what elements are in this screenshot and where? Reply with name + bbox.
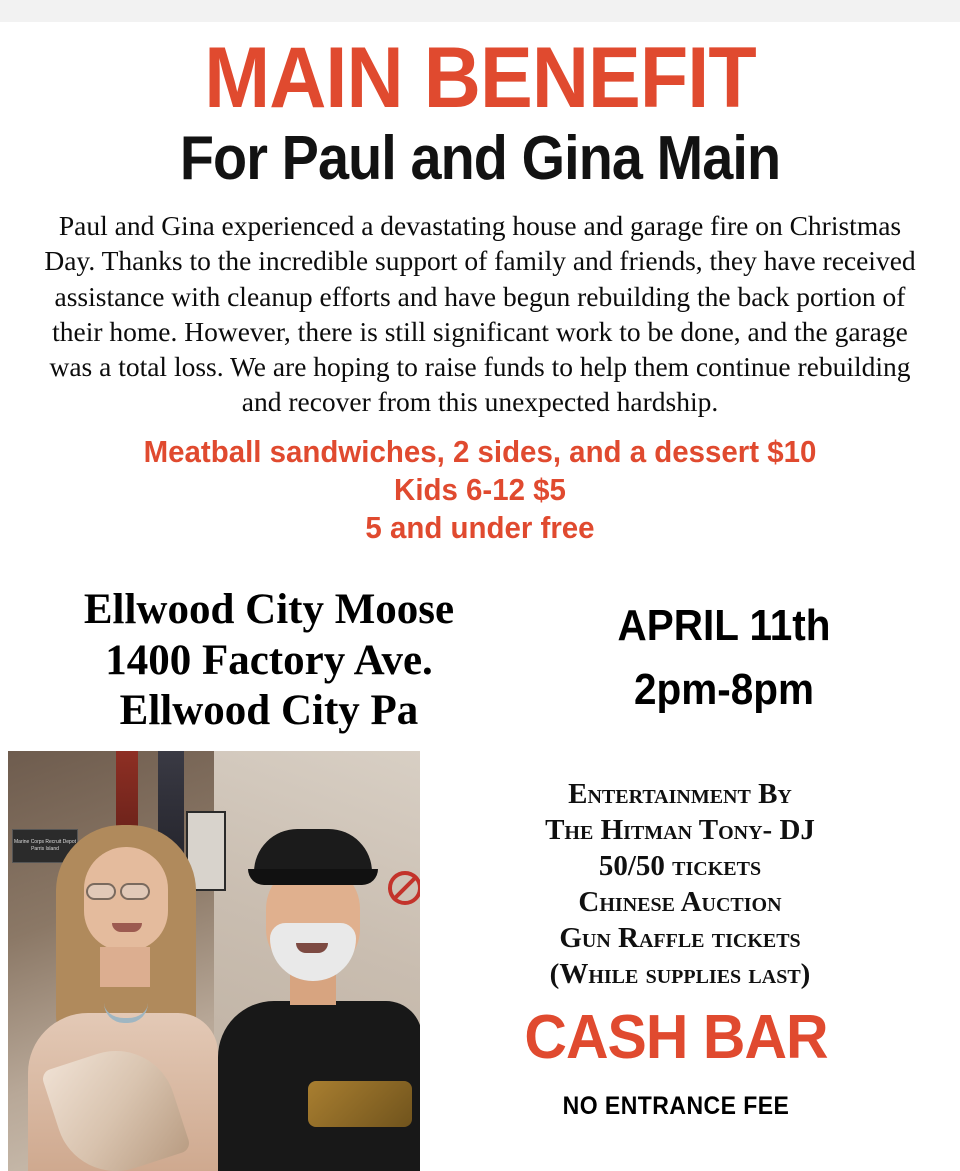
cash-bar-callout: CASH BAR <box>524 1003 828 1072</box>
no-smoking-icon <box>388 871 420 905</box>
no-entrance-fee-note: NO ENTRANCE FEE <box>562 1092 790 1120</box>
benefit-flyer <box>0 22 960 1149</box>
entertainment-dj: The Hitman Tony- DJ <box>545 813 815 846</box>
woman-eyeglass-right <box>120 883 150 900</box>
top-strip <box>0 0 960 22</box>
venue-block <box>14 585 524 737</box>
man-cap-brim <box>248 869 378 885</box>
man-mouth <box>296 943 328 953</box>
entertainment-gun-raffle: Gun Raffle tickets <box>559 921 801 954</box>
menu-pricing-block <box>0 433 960 546</box>
story-paragraph: Paul and Gina experienced a devastating house and garage fire on Christmas Day. Thanks to the incredible support of family and friends, they have received assistance with cleanup efforts and have begun rebuilding the back portion of their home. However, there is still significant work to be done, and the garage was a total loss. We are hoping to raise funds to help them continue rebuilding and recover from this unexpected hardship. <box>44 210 916 418</box>
couple-photo <box>8 751 420 1171</box>
woman-mouth <box>112 923 142 932</box>
entertainment-5050: 50/50 tickets <box>598 849 762 882</box>
woman-eyeglass-left <box>86 883 116 900</box>
entertainment-block <box>470 777 890 993</box>
menu-line-main: Meatball sandwiches, 2 sides, and a dessert $10 <box>143 434 817 470</box>
entertainment-heading: Entertainment By <box>568 778 792 810</box>
venue-city: Ellwood City Pa <box>119 687 419 735</box>
entertainment-chinese-auction: Chinese Auction <box>578 885 782 918</box>
photo-plaque-text: Marine Corps Recruit Depot Parris Island <box>14 839 76 852</box>
venue-street: 1400 Factory Ave. <box>105 636 433 684</box>
woman-neck <box>100 947 150 987</box>
page-subtitle: For Paul and Gina Main <box>179 124 781 194</box>
entertainment-supplies-note: (While supplies last) <box>549 957 811 990</box>
venue-name: Ellwood City Moose <box>83 586 455 633</box>
event-time: 2pm-8pm <box>634 664 814 714</box>
menu-line-kids: Kids 6-12 $5 <box>394 472 566 508</box>
datetime-block <box>595 594 853 722</box>
page-title: MAIN BENEFIT <box>204 30 756 126</box>
man-shirt-logo <box>308 1081 412 1127</box>
event-date: APRIL 11th <box>617 601 831 650</box>
menu-line-under-five: 5 and under free <box>365 510 595 546</box>
